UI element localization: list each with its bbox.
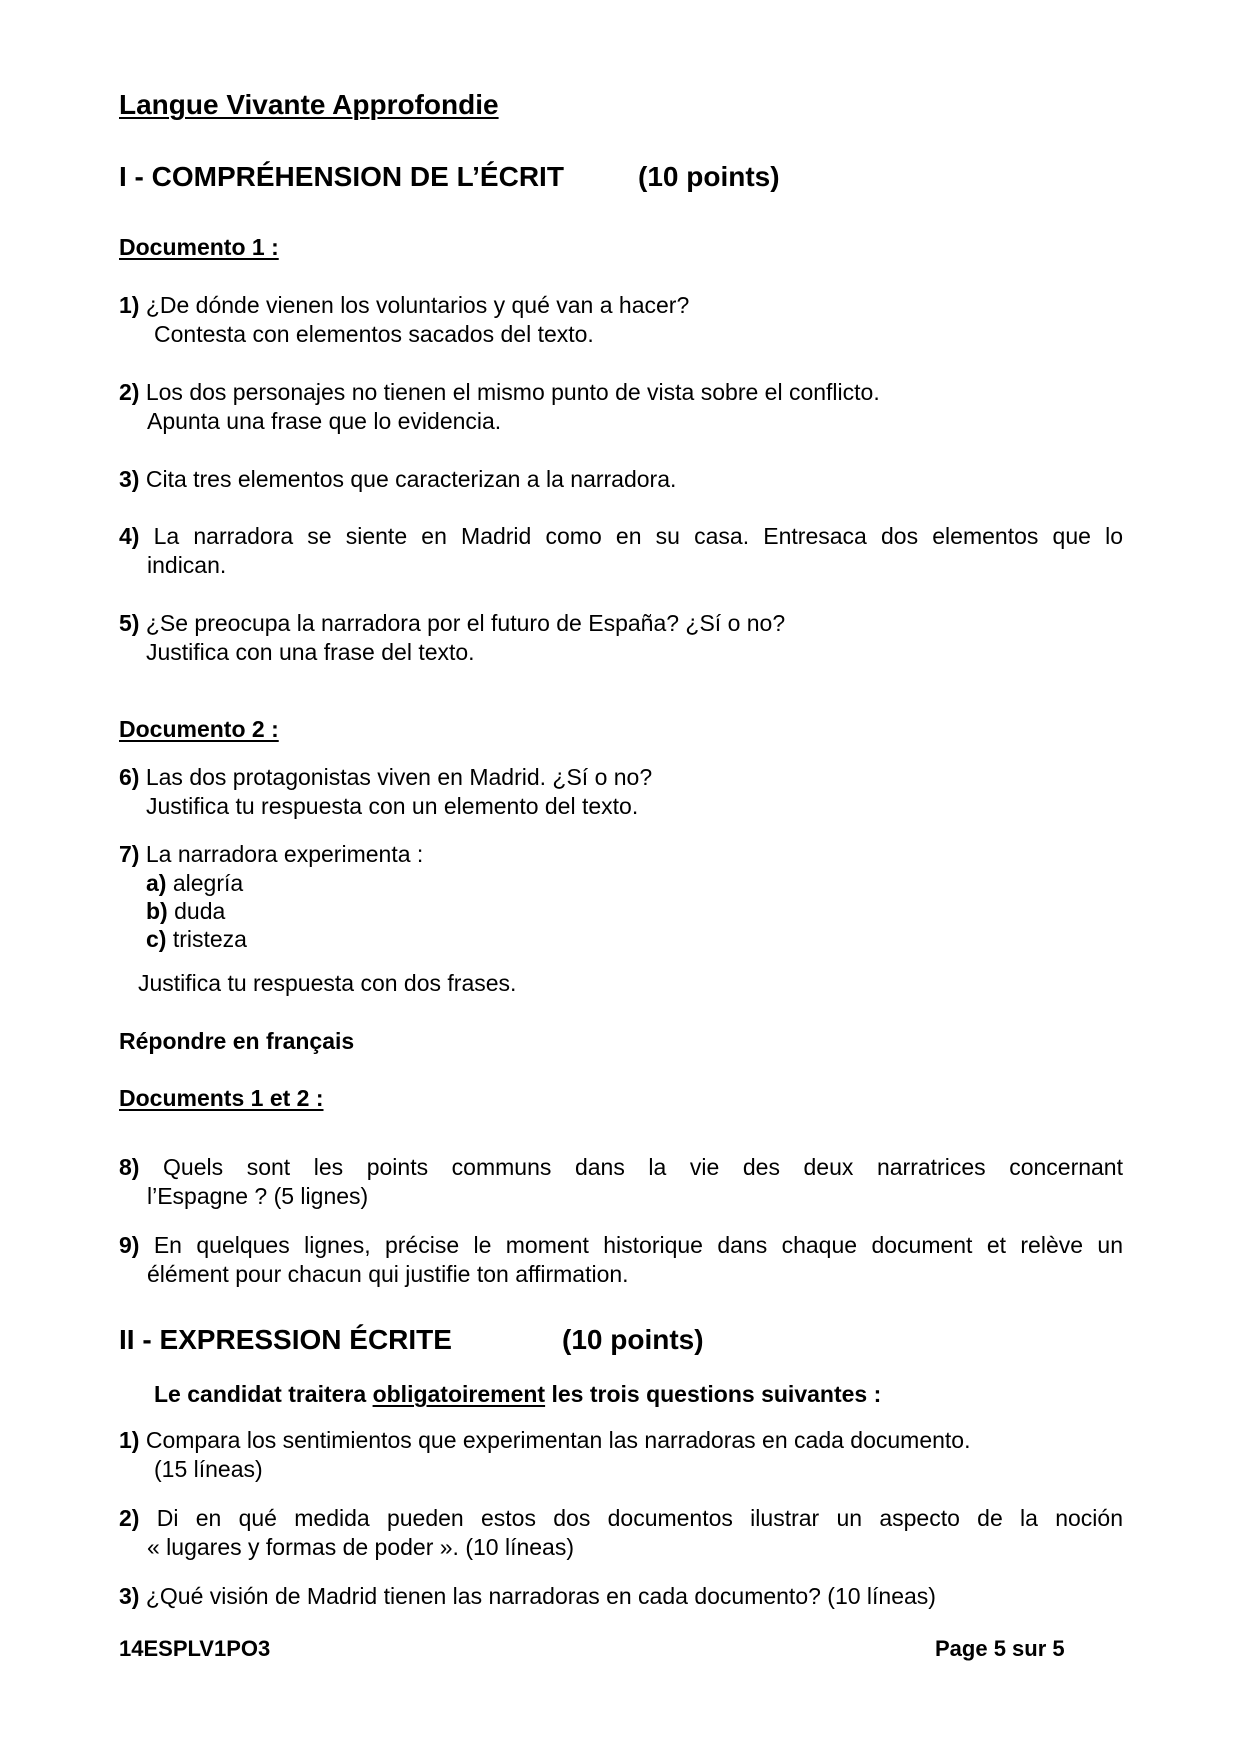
documents-1-2-label: Documents 1 et 2 :	[119, 1085, 324, 1111]
question-5-line-2: Justifica con una frase del texto.	[146, 639, 475, 665]
question-9	[119, 1231, 1123, 1260]
expression-question-2-line-2: « lugares y formas de poder ». (10 líneas)	[147, 1534, 575, 1560]
question-2-line-2: Apunta una frase que lo evidencia.	[147, 408, 502, 434]
question-5	[119, 609, 785, 638]
question-9-line-2: élément pour chacun qui justifie ton affirmation.	[147, 1261, 629, 1287]
question-number: 7)	[119, 841, 140, 867]
expression-question-3	[119, 1582, 936, 1611]
option-b	[146, 897, 225, 926]
question-text: La narradora experimenta :	[145, 841, 424, 867]
section-1-heading: I - COMPRÉHENSION DE L’ÉCRIT	[119, 161, 564, 192]
section-2-heading: II - EXPRESSION ÉCRITE	[119, 1324, 452, 1355]
section-2-instruction	[154, 1380, 881, 1409]
instruction-prefix: Le candidat traitera	[154, 1381, 373, 1407]
instruction-suffix: les trois questions suivantes :	[545, 1381, 882, 1407]
option-a	[146, 869, 243, 898]
question-4	[119, 522, 1123, 551]
question-number: 1)	[119, 292, 140, 318]
option-letter: a)	[146, 870, 167, 896]
question-number: 6)	[119, 764, 140, 790]
question-3	[119, 465, 676, 494]
footer-code: 14ESPLV1PO3	[119, 1636, 271, 1661]
question-text: En quelques lignes, précise le moment historique dans chaque document et relève un	[153, 1232, 1124, 1258]
question-text: Los dos personajes no tienen el mismo punto de vista sobre el conflicto.	[145, 379, 880, 405]
question-number: 2)	[119, 1505, 140, 1531]
question-number: 3)	[119, 466, 140, 492]
question-number: 2)	[119, 379, 140, 405]
question-8-line-2: l’Espagne ? (5 lignes)	[147, 1183, 369, 1209]
question-text: Di en qué medida pueden estos dos documentos ilustrar un aspecto de la noción	[156, 1505, 1123, 1531]
footer-page-number: Page 5 sur 5	[935, 1636, 1065, 1661]
french-instruction: Répondre en français	[119, 1028, 355, 1054]
question-text: ¿Qué visión de Madrid tienen las narradoras en cada documento? (10 líneas)	[145, 1583, 936, 1609]
documento-1-label: Documento 1 :	[119, 234, 279, 260]
expression-question-1	[119, 1426, 970, 1455]
question-8	[119, 1153, 1123, 1182]
option-text: duda	[174, 898, 226, 924]
question-text: ¿Se preocupa la narradora por el futuro de España? ¿Sí o no?	[145, 610, 786, 636]
question-text: Cita tres elementos que caracterizan a la narradora.	[145, 466, 677, 492]
question-7-justify: Justifica tu respuesta con dos frases.	[138, 970, 517, 996]
option-letter: b)	[146, 898, 168, 924]
question-number: 4)	[119, 523, 140, 549]
page-title: Langue Vivante Approfondie	[119, 89, 499, 120]
option-letter: c)	[146, 926, 167, 952]
option-text: alegría	[172, 870, 244, 896]
question-6	[119, 763, 652, 792]
section-2-points: (10 points)	[562, 1324, 704, 1355]
expression-question-2	[119, 1504, 1123, 1533]
question-4-line-2: indican.	[147, 552, 227, 578]
question-1-line-2: Contesta con elementos sacados del texto.	[154, 321, 594, 347]
question-number: 3)	[119, 1583, 140, 1609]
question-text: Compara los sentimientos que experimentan las narradoras en cada documento.	[145, 1427, 971, 1453]
question-number: 8)	[119, 1154, 140, 1180]
question-text: La narradora se siente en Madrid como en su casa. Entresaca dos elementos que lo	[153, 523, 1123, 549]
instruction-emphasis: obligatoirement	[372, 1381, 546, 1407]
question-number: 1)	[119, 1427, 140, 1453]
question-6-line-2: Justifica tu respuesta con un elemento del texto.	[146, 793, 639, 819]
section-1-points: (10 points)	[638, 161, 780, 192]
question-number: 5)	[119, 610, 140, 636]
question-1	[119, 291, 689, 320]
question-7	[119, 840, 423, 869]
documento-2-label: Documento 2 :	[119, 716, 279, 742]
question-text: Quels sont les points communs dans la vie des deux narratrices concernant	[163, 1154, 1123, 1180]
question-text: ¿De dónde vienen los voluntarios y qué van a hacer?	[145, 292, 690, 318]
option-text: tristeza	[172, 926, 247, 952]
expression-question-1-line-2: (15 líneas)	[154, 1456, 263, 1482]
question-text: Las dos protagonistas viven en Madrid. ¿Sí o no?	[145, 764, 653, 790]
question-2	[119, 378, 880, 407]
question-number: 9)	[119, 1232, 140, 1258]
option-c	[146, 925, 247, 954]
